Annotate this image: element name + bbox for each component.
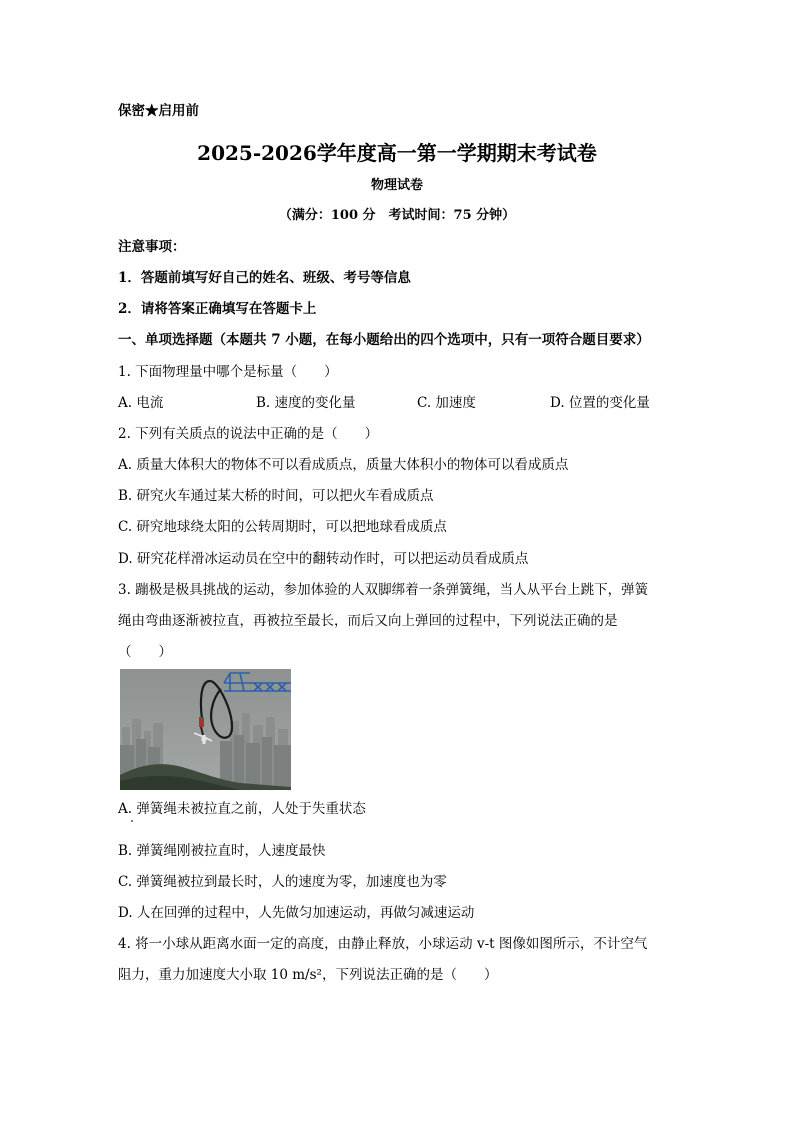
stray-dot: [131, 820, 133, 822]
question-1-stem: 1. 下面物理量中哪个是标量（ ）: [118, 364, 338, 380]
question-1-option-c: C. 加速度: [417, 395, 476, 411]
question-2-option-d: D. 研究花样滑冰运动员在空中的翻转动作时，可以把运动员看成质点: [118, 551, 529, 567]
exam-meta: （满分：100 分 考试时间：75 分钟）: [278, 208, 516, 223]
question-1-option-d: D. 位置的变化量: [550, 395, 650, 411]
question-2-option-b: B. 研究火车通过某大桥的时间，可以把火车看成质点: [118, 488, 434, 504]
bungee-jump-photo: [120, 669, 291, 790]
question-4-stem-line-2: 阻力，重力加速度大小取 10 m/s²，下列说法正确的是（ ）: [118, 967, 498, 983]
question-3-stem-line-2: 绳由弯曲逐渐被拉直，再被拉至最长，而后又向上弹回的过程中，下列说法正确的是: [118, 613, 618, 629]
question-3-option-d: D. 人在回弹的过程中，人先做匀加速运动，再做匀减速运动: [118, 905, 475, 921]
question-3-option-b: B. 弹簧绳刚被拉直时，人速度最快: [118, 843, 326, 859]
notes-item: 1．答题前填写好自己的姓名、班级、考号等信息: [118, 270, 411, 286]
question-2-option-c: C. 研究地球绕太阳的公转周期时，可以把地球看成质点: [118, 519, 447, 535]
question-3-stem-line-1: 3. 蹦极是极具挑战的运动，参加体验的人双脚绑着一条弹簧绳，当人从平台上跳下，弹簧: [118, 582, 649, 598]
question-3-stem-line-3: （ ）: [118, 644, 172, 660]
notes-heading: 注意事项：: [118, 239, 186, 255]
section-heading: 一、单项选择题（本题共 7 小题，在每小题给出的四个选项中，只有一项符合题目要求）: [118, 332, 650, 348]
question-3-option-a: A. 弹簧绳未被拉直之前，人处于失重状态: [118, 801, 366, 817]
question-2-option-a: A. 质量大体积大的物体不可以看成质点，质量大体积小的物体可以看成质点: [118, 457, 569, 473]
question-2-stem: 2. 下列有关质点的说法中正确的是（ ）: [118, 426, 379, 442]
confidential-label: 保密★启用前: [118, 103, 199, 119]
question-1-option-b: B. 速度的变化量: [256, 395, 356, 411]
question-1-option-a: A. 电流: [118, 395, 164, 411]
notes-item: 2．请将答案正确填写在答题卡上: [118, 301, 317, 317]
question-3-option-c: C. 弹簧绳被拉到最长时，人的速度为零，加速度也为零: [118, 874, 447, 890]
question-4-stem-line-1: 4. 将一小球从距离水面一定的高度，由静止释放，小球运动 v-t 图像如图所示，不计空气: [118, 936, 648, 952]
exam-title: 2025-2026学年度高一第一学期期末考试卷: [197, 141, 597, 165]
subject-title: 物理试卷: [370, 178, 423, 193]
